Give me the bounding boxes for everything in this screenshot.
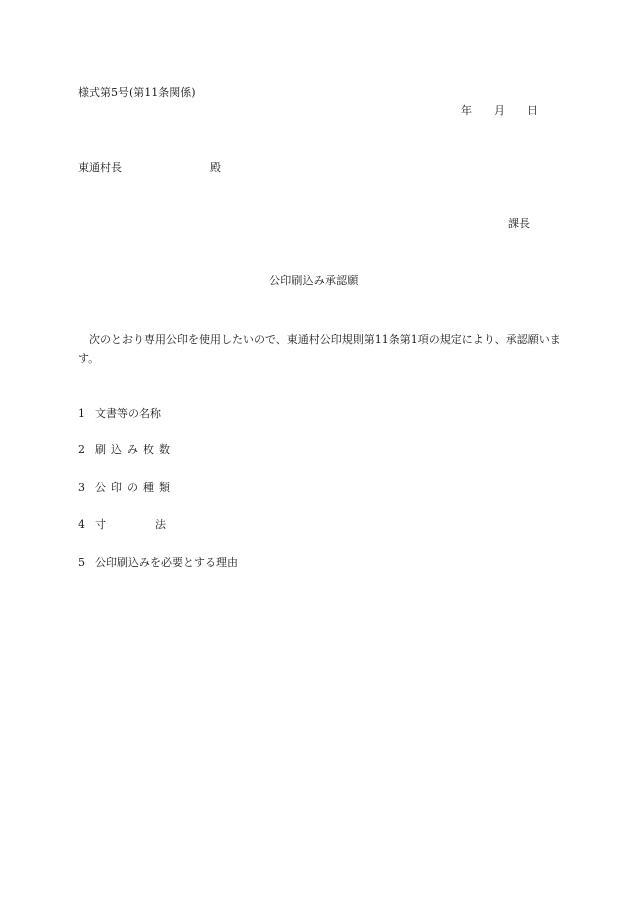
date-month: 月 xyxy=(494,104,505,117)
item-number: 4 xyxy=(78,518,85,531)
item-number: 5 xyxy=(78,556,85,569)
list-item-document-name xyxy=(78,407,161,421)
date-year: 年 xyxy=(461,104,472,117)
item-label: 公印の種類 xyxy=(95,481,175,494)
item-label: 公印刷込みを必要とする理由 xyxy=(95,556,238,569)
list-item-reason xyxy=(78,556,238,570)
list-item-print-count xyxy=(78,443,175,457)
addressee xyxy=(78,161,221,175)
item-number: 2 xyxy=(78,443,85,456)
item-label-part-a: 寸 xyxy=(95,518,106,531)
item-number: 3 xyxy=(78,481,85,494)
item-number: 1 xyxy=(78,407,85,420)
date-line xyxy=(461,104,538,118)
document-title: 公印刷込み承認願 xyxy=(269,274,359,287)
form-number: 様式第5号(第11条関係) xyxy=(78,86,196,99)
addressee-honorific: 殿 xyxy=(210,161,221,174)
list-item-seal-type xyxy=(78,481,175,495)
sender-title: 課長 xyxy=(508,217,530,230)
item-label: 刷込み枚数 xyxy=(95,443,175,456)
date-day: 日 xyxy=(527,104,538,117)
body-paragraph: 次のとおり専用公印を使用したいので、東通村公印規則第11条第1項の規定により、承認願います。 xyxy=(78,333,561,365)
list-item-dimensions xyxy=(78,518,166,532)
addressee-name: 東通村長 xyxy=(78,161,122,174)
item-label: 文書等の名称 xyxy=(95,407,161,420)
item-label-part-b: 法 xyxy=(155,518,166,531)
